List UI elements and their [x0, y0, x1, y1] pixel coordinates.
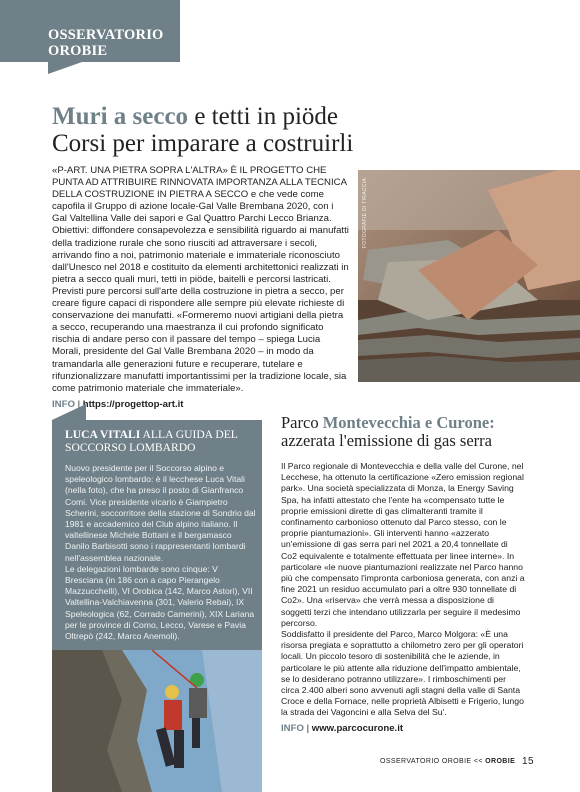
- article1-body: Previsti pure percorsi sull'arte della costruzione in pietra a secco, per creare figure capaci di rispondere alle sempre più elevate richieste di conservazione dei manufatti. «Formeremo nuovi artigiani della pietra a secco, recuperando una maestranza il cui profondo significato rischia di andare perso con il passare del tempo – spiega Lucia Morali, presidente del Gal Valle Brembana 2020 – in modo da tramandarla alle generazioni future e recuperare, tutelare e rifunzionalizzare manufatti importantissimi per la tradizione locale, sia come patrimonio materiale che immateriale».: [52, 285, 347, 394]
- title-highlight: Muri a secco: [52, 103, 189, 130]
- article2-title-highlight: Montevecchia e Curone:: [322, 413, 495, 432]
- article2-p1: Il Parco regionale di Montevecchia e della valle del Curone, nel Lecchese, ha ottenuto la certificazione «Zero emission regional park». Una società specializzata di Monza, la Energy Saving Spa, ha infatti attestato che l'ente ha «compensato tutte le proprie emissioni dirette di gas climalteranti tramite il confinamento carbonioso ottenuto dal Parco stesso, con le proprie piantumazioni». Gli interventi hanno «azzerato un'emissione di gas serra pari nel 2021 a 20,4 tonnellate di Co2 equivalente e totalmente effettuata per linee interne». In particolare «le nuove piantumazioni realizzate nel Parco hanno più che compensato l'impronta carboniosa generata, con anzi a fine 2021 un residuo accumulato pari a oltre 930 tonnellate di Co2». Una «riserva» che verrà messa a disposizione di soggetti terzi che intendano utilizzarla per seguire il medesimo percorso.: [281, 461, 525, 628]
- footer-text: OSSERVATORIO OROBIE <<: [380, 758, 486, 765]
- sidebar-title-rest: ALLA GUIDA DEL SOCCORSO LOMBARDO: [65, 428, 238, 454]
- article2-info: [281, 723, 525, 734]
- footer-brand: OROBIE: [485, 758, 516, 765]
- page-footer: [380, 758, 560, 765]
- section-header-line1: OSSERVATORIO: [48, 27, 164, 43]
- sidebar-title: [65, 428, 255, 454]
- article1-info: [52, 399, 349, 411]
- info-label: INFO: [281, 722, 304, 734]
- info-label: INFO: [52, 398, 75, 410]
- sidebar-text: [65, 463, 257, 642]
- header-tab-notch: [48, 62, 82, 74]
- sidebar-title-name: LUCA VITALI: [65, 428, 141, 441]
- sidebar-notch: [52, 404, 86, 420]
- article1-intro: «P-ART. UNA PIETRA SOPRA L'ALTRA» È IL PROGETTO CHE PUNTA AD ATTRIBUIRE RINNOVATA IMPORTANZA ALLA TECNICA DELLA COSTRUZIONE IN PIETRA A SECCO e che vede come capofila il Gruppo di azione locale-Gal Valle Brembana 2020, con i Gal Valtellina Valle dei sapori e Gal Quattro Parchi Lecco Brianza. Obiettivi: diffondere consapevolezza e sensibilità riguardo ai manufatti della tradizione rurale che sono riusciti ad attraversare i secoli, arrivando fino a noi, patrimonio materiale e immateriale riconosciuto dall'Unesco nel 2018 e costituito da elementi architettonici realizzati in pietra a secco quali muri, tetti in piöde, baitelli e percorsi lastricati.: [52, 165, 349, 285]
- title-rest: e tetti in piöde: [188, 103, 339, 130]
- article2-title-line2: azzerata l'emissione di gas serra: [281, 431, 492, 450]
- section-header-line2: OROBIE: [48, 43, 108, 59]
- stone-wall-illustration: [358, 170, 580, 382]
- climbers-illustration: [52, 650, 262, 792]
- photo-credit: FOTOGRAFIE DI TIRACCIA: [362, 178, 368, 249]
- article2-title: [281, 414, 571, 450]
- section-header-tab: [0, 0, 180, 62]
- sidebar-soccorso-lombardo: [52, 420, 262, 792]
- article-parco-montevecchia: [281, 461, 525, 734]
- title-line2: Corsi per imparare a costruirli: [52, 130, 354, 157]
- info-separator: |: [303, 722, 312, 734]
- sidebar-p1: Nuovo presidente per il Soccorso alpino e speleologico lombardo: è il lecchese Luca Vitali (nella foto), che ha preso il posto di Gianfranco Comi. Vice presidente vicario è Giampietro Scherini, soccorritore della stazione di Sondrio dal 1981 e accademico del Club alpino italiano. Il valtellinese Michele Bottani e il bergamasco Danilo Barbisotti sono i rappresentanti lombardi nell'assemblea nazionale.: [65, 463, 256, 563]
- sidebar-p2: Le delegazioni lombarde sono cinque: V Bresciana (in 186 con a capo Pierangelo Mazzucchelli), VI Orobica (142, Marco Astori), VII Valtellina-Valchiavenna (301, Valerio Rebai), IX Speleologica (62, Corrado Camerini), XIX Lariana per le province di Como, Lecco, Varese e Pavia Oltrepò (242, Marco Anemoli).: [65, 563, 255, 642]
- info-separator: |: [74, 398, 83, 410]
- article2-title-pre: Parco: [281, 413, 323, 432]
- article-muri-a-secco: [52, 165, 349, 411]
- page-title: [52, 103, 552, 157]
- article2-p2: Soddisfatto il presidente del Parco, Marco Molgora: «È una risorsa pregiata e soprattutto a chilometro zero per gli operatori locali. Un piccolo tesoro di sostenibilità che le aziende, in particolare le più attente alla riduzione dell'impatto ambientale, se lo desiderano potranno utilizzare». I rimboschimenti per circa 2.400 alberi sono avvenuti agli stagni della valle di Santa Croce e della Fornace, nelle proprietà Albisetti e Frigerio, lungo la strada dei Vagoncini e alla Selva del Su'.: [281, 629, 524, 718]
- info-link[interactable]: www.parcocurone.it: [311, 722, 404, 734]
- info-link[interactable]: https://progettop-art.it: [82, 398, 184, 410]
- photo-climbers: [52, 650, 262, 792]
- page-number: 15: [522, 756, 534, 767]
- photo-stone-wall: [358, 170, 580, 382]
